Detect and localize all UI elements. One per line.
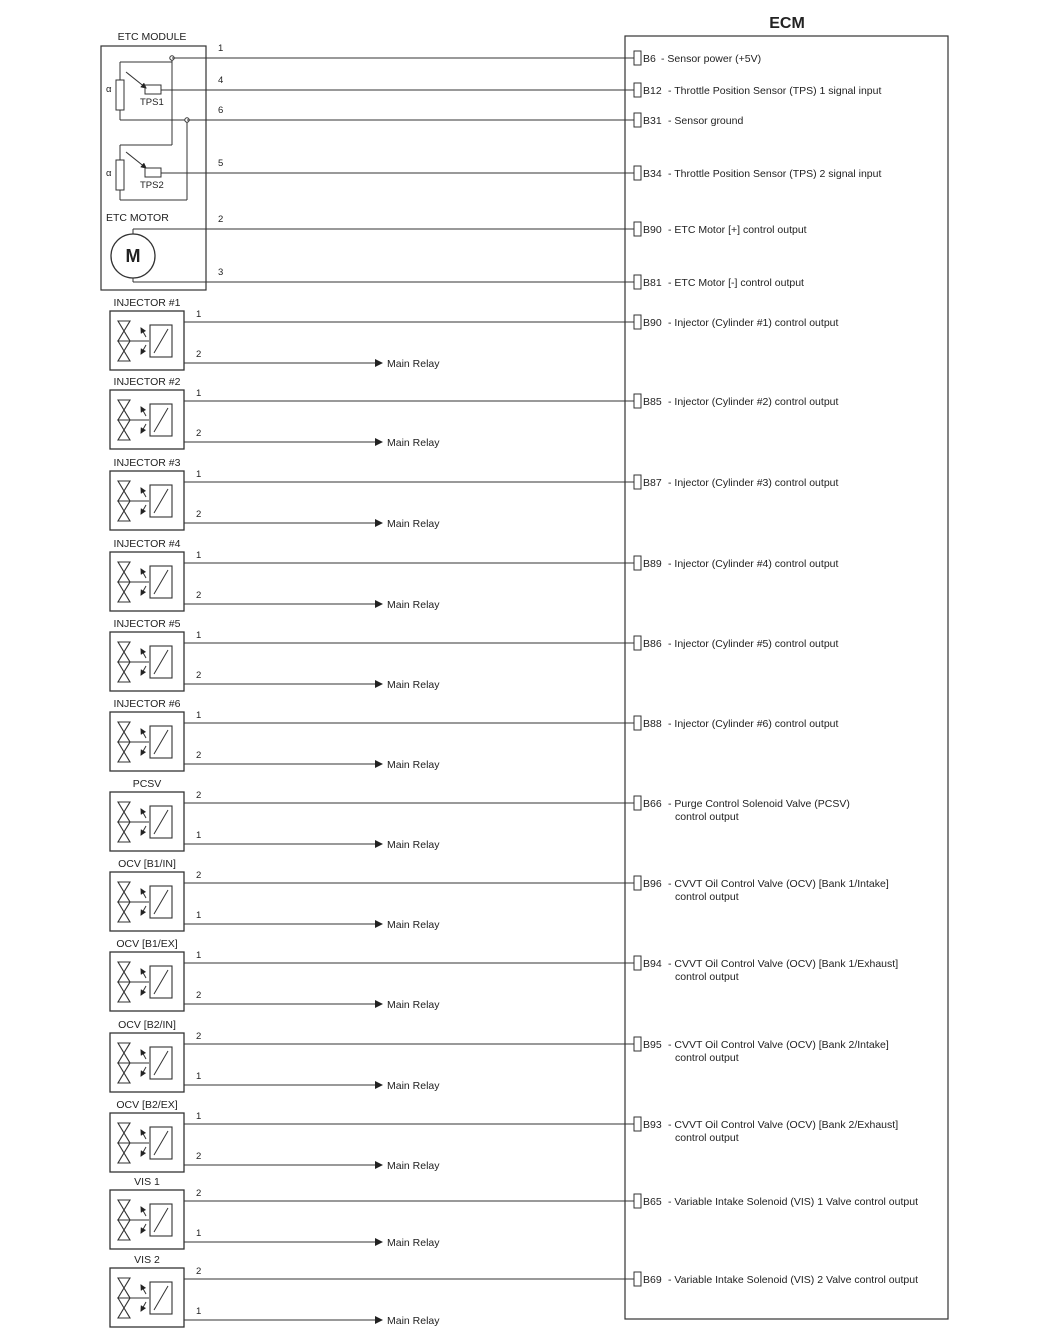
device-pin-bottom: 1: [196, 1071, 202, 1082]
device-pin-top: 1: [196, 388, 202, 399]
device-pin-bottom: 1: [196, 830, 202, 841]
main-relay-label: Main Relay: [387, 759, 440, 771]
main-relay-label: Main Relay: [387, 1160, 440, 1172]
etc-wire-row: [206, 105, 743, 127]
motor-symbol: M: [125, 246, 141, 266]
device-5: [110, 618, 838, 691]
ecm-pin-code: B90: [643, 317, 662, 329]
etc-motor-title: ETC MOTOR: [106, 212, 169, 224]
ecm-pin-description: - CVVT Oil Control Valve (OCV) [Bank 2/Intake]: [668, 1039, 889, 1051]
ecm-pin-description-cont: control output: [675, 1052, 739, 1064]
ecm-pin-code: B81: [643, 277, 662, 289]
valve-icon: [118, 1200, 130, 1220]
main-relay-label: Main Relay: [387, 518, 440, 530]
ecm-pin-description: - Injector (Cylinder #1) control output: [668, 317, 839, 329]
valve-icon: [118, 722, 130, 742]
device-title: INJECTOR #4: [113, 538, 181, 550]
etc-pin-number: 2: [218, 214, 224, 225]
valve-icon: [118, 1123, 130, 1143]
ecm-pin-code: B31: [643, 115, 662, 127]
tps1-label: TPS1: [140, 97, 164, 108]
etc-wires: [161, 43, 881, 289]
device-11: [110, 1099, 898, 1172]
valve-icon: [118, 962, 130, 982]
ecm-pin-code: B66: [643, 798, 662, 810]
ecm-pin-code: B69: [643, 1274, 662, 1286]
main-relay-label: Main Relay: [387, 999, 440, 1011]
device-pin-bottom: 2: [196, 509, 202, 520]
tps1-alpha: α: [106, 84, 112, 95]
device-pin-bottom: 1: [196, 1228, 202, 1239]
ecm-pin-description: - Injector (Cylinder #3) control output: [668, 477, 839, 489]
etc-pin-number: 3: [218, 267, 224, 278]
valve-icon: [118, 642, 130, 662]
ecm-pin-description-cont: control output: [675, 1132, 739, 1144]
ecm-pin-description: - Sensor power (+5V): [661, 53, 762, 65]
device-pin-top: 2: [196, 1031, 202, 1042]
ecm-pin-description-cont: control output: [675, 811, 739, 823]
ecm-pin-description: - Variable Intake Solenoid (VIS) 1 Valve control output: [668, 1196, 919, 1208]
ecm-pin-code: B12: [643, 85, 662, 97]
device-12: [110, 1176, 918, 1249]
etc-wire-row: [206, 75, 881, 97]
ecm-pin-description: - Injector (Cylinder #5) control output: [668, 638, 839, 650]
tps1-sensor: [106, 62, 187, 120]
device-pin-top: 1: [196, 469, 202, 480]
ecm-pin-code: B89: [643, 558, 662, 570]
device-title: OCV [B2/EX]: [116, 1099, 178, 1111]
valve-icon: [118, 481, 130, 501]
etc-pin-number: 5: [218, 158, 224, 169]
ecm-pin-code: B86: [643, 638, 662, 650]
main-relay-label: Main Relay: [387, 437, 440, 449]
ecm-pin-code: B93: [643, 1119, 662, 1131]
valve-icon: [118, 1043, 130, 1063]
ecm-pin-description: - CVVT Oil Control Valve (OCV) [Bank 1/Intake]: [668, 878, 889, 890]
device-title: OCV [B1/EX]: [116, 938, 178, 950]
device-pin-bottom: 2: [196, 670, 202, 681]
etc-wire-row: [206, 267, 804, 289]
device-pin-top: 1: [196, 550, 202, 561]
device-title: OCV [B2/IN]: [118, 1019, 176, 1031]
device-pin-top: 2: [196, 1188, 202, 1199]
etc-motor: [106, 212, 206, 282]
ecm-pin-description: - ETC Motor [-] control output: [668, 277, 804, 289]
etc-wire-row: [206, 158, 881, 180]
valve-icon: [118, 562, 130, 582]
ecm-title: ECM: [769, 15, 805, 32]
device-4: [110, 538, 838, 611]
etc-wire-row: [206, 43, 761, 65]
device-10: [110, 1019, 889, 1092]
tps2-label: TPS2: [140, 180, 164, 191]
device-pin-bottom: 2: [196, 428, 202, 439]
ecm-pin-code: B94: [643, 958, 662, 970]
ecm-pin-code: B6: [643, 53, 656, 65]
device-title: INJECTOR #3: [113, 457, 181, 469]
device-pin-top: 1: [196, 710, 202, 721]
ecm-pin-code: B96: [643, 878, 662, 890]
device-title: OCV [B1/IN]: [118, 858, 176, 870]
device-1: [110, 297, 838, 370]
main-relay-label: Main Relay: [387, 679, 440, 691]
tps2-alpha: α: [106, 168, 112, 179]
device-6: [110, 698, 838, 771]
device-title: VIS 1: [134, 1176, 160, 1188]
ecm-pin-description: - Sensor ground: [668, 115, 744, 127]
ecm-pin-description: - Variable Intake Solenoid (VIS) 2 Valve control output: [668, 1274, 919, 1286]
device-title: INJECTOR #6: [113, 698, 181, 710]
ecm-pin-description: - CVVT Oil Control Valve (OCV) [Bank 1/Exhaust]: [668, 958, 899, 970]
device-pin-top: 1: [196, 309, 202, 320]
main-relay-label: Main Relay: [387, 839, 440, 851]
main-relay-label: Main Relay: [387, 1315, 440, 1327]
device-pin-top: 2: [196, 1266, 202, 1277]
ecm-pin-code: B90: [643, 224, 662, 236]
ecm-pin-description-cont: control output: [675, 891, 739, 903]
ecm-pin-description: - Injector (Cylinder #2) control output: [668, 396, 839, 408]
valve-icon: [118, 321, 130, 341]
ecm-pin-code: B85: [643, 396, 662, 408]
main-relay-label: Main Relay: [387, 919, 440, 931]
device-2: [110, 376, 838, 449]
ecm-pin-description: - Injector (Cylinder #4) control output: [668, 558, 839, 570]
device-list: [110, 297, 918, 1327]
device-pin-bottom: 1: [196, 1306, 202, 1317]
etc-pin-number: 6: [218, 105, 224, 116]
etc-wire-row: [206, 214, 807, 236]
device-8: [110, 858, 889, 931]
valve-icon: [118, 802, 130, 822]
ecm-pin-description: - CVVT Oil Control Valve (OCV) [Bank 2/Exhaust]: [668, 1119, 899, 1131]
ecm-pin-description: - Throttle Position Sensor (TPS) 2 signal input: [668, 168, 882, 180]
ecm-pin-description: - Injector (Cylinder #6) control output: [668, 718, 839, 730]
ecm-pin-description: - Throttle Position Sensor (TPS) 1 signal input: [668, 85, 882, 97]
device-pin-bottom: 2: [196, 1151, 202, 1162]
main-relay-label: Main Relay: [387, 358, 440, 370]
device-pin-top: 1: [196, 950, 202, 961]
ecm-pin-code: B34: [643, 168, 662, 180]
device-pin-bottom: 2: [196, 990, 202, 1001]
ecm-pin-code: B65: [643, 1196, 662, 1208]
device-title: VIS 2: [134, 1254, 160, 1266]
device-title: INJECTOR #5: [113, 618, 181, 630]
ecm-pin-code: B87: [643, 477, 662, 489]
ecm-pin-description-cont: control output: [675, 971, 739, 983]
device-pin-top: 2: [196, 870, 202, 881]
device-7: [110, 778, 850, 851]
etc-pin-number: 1: [218, 43, 224, 54]
device-pin-top: 1: [196, 1111, 202, 1122]
valve-icon: [118, 882, 130, 902]
valve-icon: [118, 1278, 130, 1298]
device-title: PCSV: [132, 778, 162, 790]
device-pin-top: 1: [196, 630, 202, 641]
ecm-pin-description: - ETC Motor [+] control output: [668, 224, 807, 236]
device-9: [110, 938, 898, 1011]
main-relay-label: Main Relay: [387, 599, 440, 611]
device-title: INJECTOR #1: [113, 297, 181, 309]
device-13: [110, 1254, 918, 1327]
etc-pin-number: 4: [218, 75, 224, 86]
device-pin-bottom: 2: [196, 750, 202, 761]
device-3: [110, 457, 838, 530]
ecm-pin-description: - Purge Control Solenoid Valve (PCSV): [668, 798, 850, 810]
main-relay-label: Main Relay: [387, 1237, 440, 1249]
device-pin-bottom: 2: [196, 590, 202, 601]
etc-module-title: ETC MODULE: [117, 31, 187, 43]
device-pin-bottom: 1: [196, 910, 202, 921]
main-relay-label: Main Relay: [387, 1080, 440, 1092]
valve-icon: [118, 400, 130, 420]
device-pin-top: 2: [196, 790, 202, 801]
device-pin-bottom: 2: [196, 349, 202, 360]
ecm-pin-code: B88: [643, 718, 662, 730]
etc-module: [101, 31, 206, 290]
device-title: INJECTOR #2: [113, 376, 181, 388]
ecm-pin-code: B95: [643, 1039, 662, 1051]
